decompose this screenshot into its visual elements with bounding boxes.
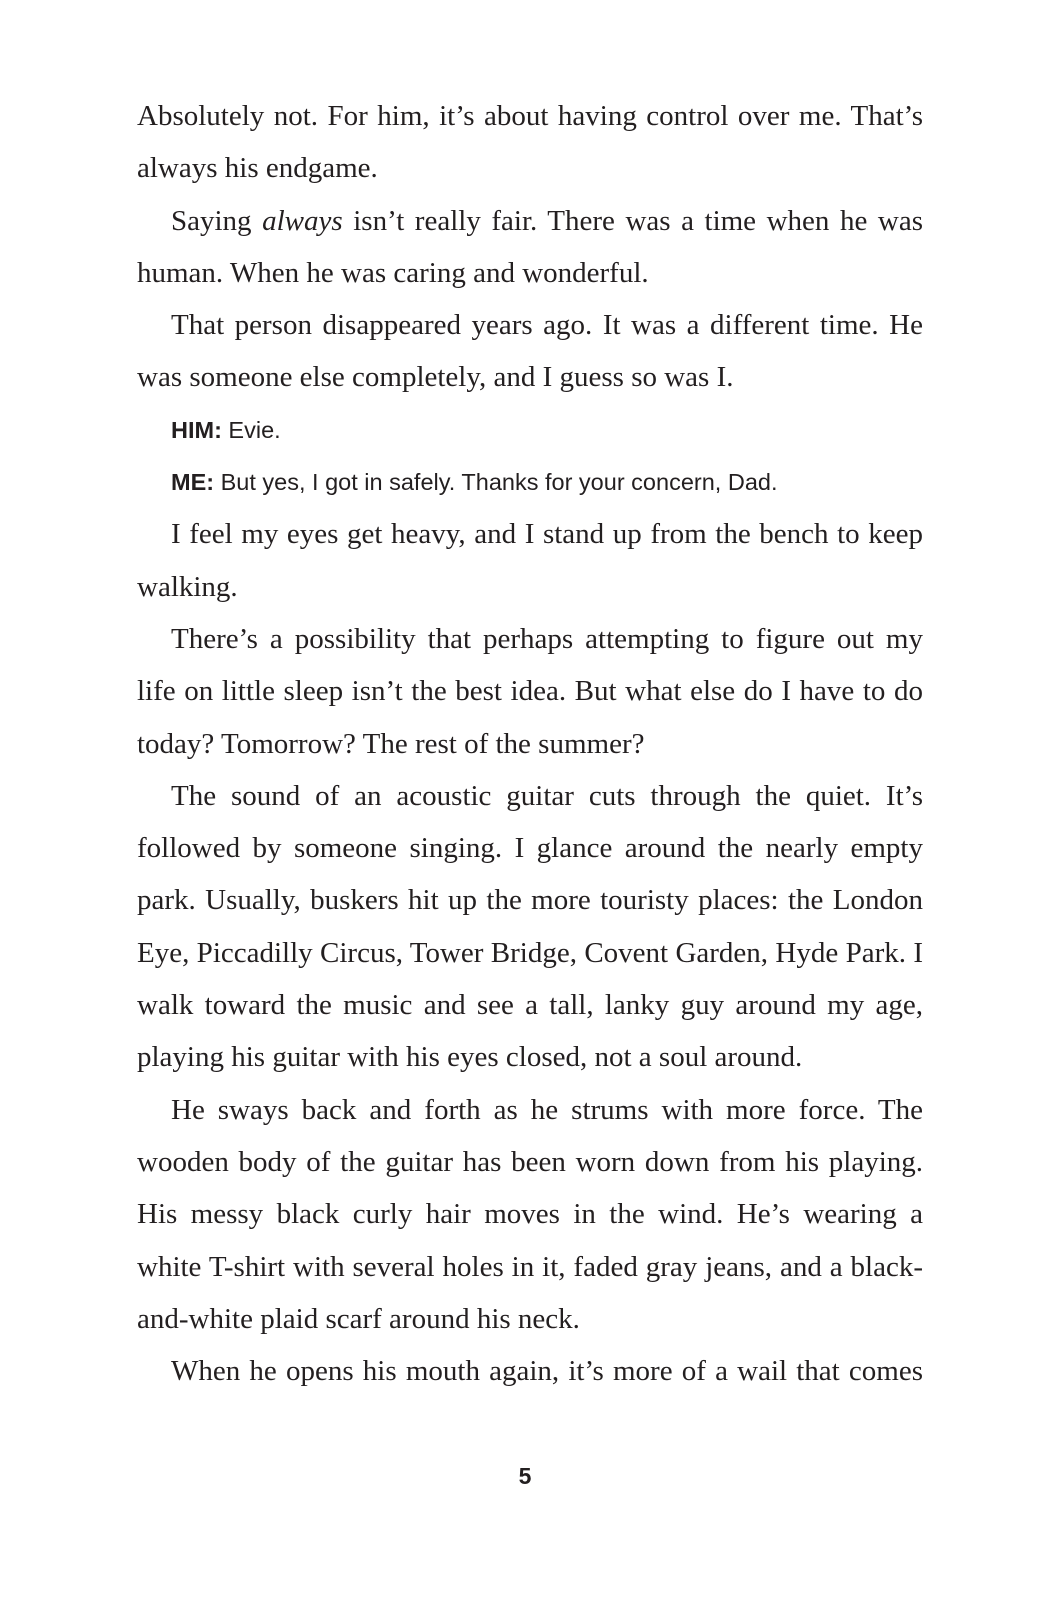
paragraph: Absolutely not. For him, it’s about having control over me. That’s always his endgame. bbox=[137, 100, 923, 185]
message-speaker: ME: bbox=[171, 469, 215, 496]
paragraph-text: Saying bbox=[171, 204, 263, 237]
text-message bbox=[137, 404, 923, 456]
paragraph: There’s a possibility that perhaps attempting to figure out my life on little sleep isn’t the best idea. But what else do I have to do today? Tomorrow? The rest of the summer? bbox=[137, 622, 923, 760]
paragraph: When he opens his mouth again, it’s more of a wail that comes bbox=[171, 1355, 923, 1388]
paragraph-text: isn’t really fair. There was a time when he was human. When he was caring and wonderful. bbox=[137, 204, 923, 289]
book-page-text bbox=[137, 90, 923, 1397]
paragraph: The sound of an acoustic guitar cuts through the quiet. It’s followed by someone singing. I glance around the nearly empty park. Usually, buskers hit up the more touristy places: the London Eye, Piccadilly Circus, Tower Bridge, Covent Garden, Hyde Park. I walk toward the music and see a tall, lanky guy around my age, playing his guitar with his eyes closed, not a soul around. bbox=[137, 779, 923, 1074]
italic-emphasis: always bbox=[262, 204, 343, 237]
message-text: But yes, I got in safely. Thanks for your concern, Dad. bbox=[214, 469, 778, 496]
message-text: Evie. bbox=[221, 416, 281, 443]
message-speaker: HIM: bbox=[171, 416, 222, 443]
paragraph: I feel my eyes get heavy, and I stand up from the bench to keep walking. bbox=[137, 518, 923, 603]
paragraph: He sways back and forth as he strums with more force. The wooden body of the guitar has been worn down from his playing. His messy black curly hair moves in the wind. He’s wearing a white T-shirt with several holes in it, faded gray jeans, and a black-and-white plaid scarf around his neck. bbox=[137, 1093, 923, 1335]
text-message bbox=[137, 456, 923, 508]
paragraph bbox=[137, 195, 923, 300]
paragraph: That person disappeared years ago. It was a different time. He was someone else completely, and I guess so was I. bbox=[137, 309, 923, 394]
page-number: 5 bbox=[518, 1463, 532, 1489]
